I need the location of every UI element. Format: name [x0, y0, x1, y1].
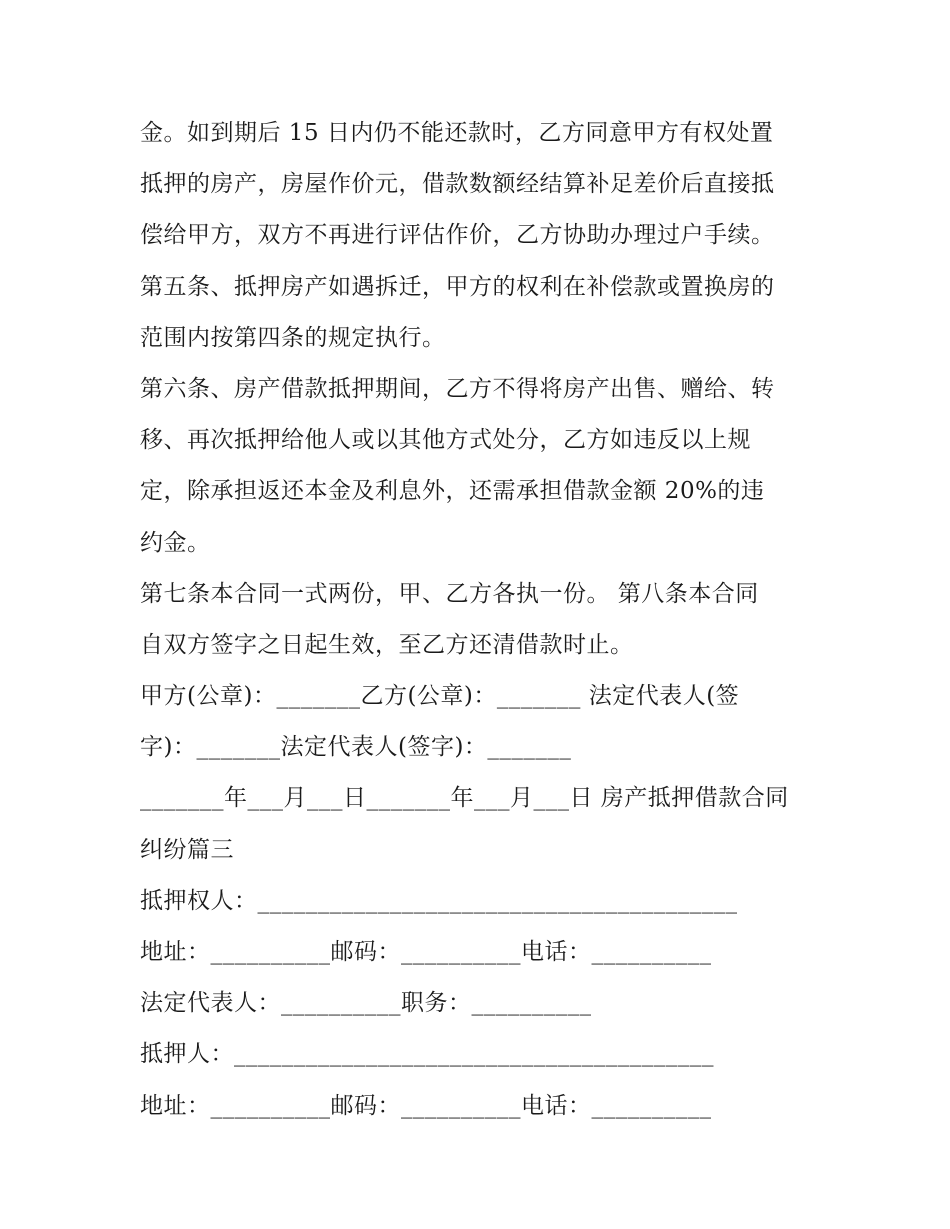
text-line-clause-5: 第五条、抵押房产如遇拆迁，甲方的权利在补偿款或置换房的 — [140, 273, 775, 300]
document-body — [140, 108, 820, 1132]
text-line-clause-6-cont2: 定，除承担返还本金及利息外，还需承担借款金额 20%的违 — [140, 478, 765, 505]
signature-line-representatives: 字)：_______法定代表人(签字)：_______ — [140, 734, 572, 761]
field-legal-representative-row: 法定代表人：__________职务：__________ — [140, 990, 592, 1017]
signature-line-parties: 甲方(公章)：_______乙方(公章)：_______ 法定代表人(签 — [140, 683, 740, 710]
date-line-and-next-title: _______年___月___日_______年___月___日 房产抵押借款合同 — [140, 785, 789, 812]
text-line-clause-4-cont: 抵押的房产，房屋作价元，借款数额经结算补足差价后直接抵 — [140, 171, 775, 198]
field-mortgagor-address-row: 地址：__________邮码：__________电话：__________ — [140, 1092, 712, 1119]
field-mortgagee-address-row: 地址：__________邮码：__________电话：__________ — [140, 939, 712, 965]
text-line-clause-4-end: 金。如到期后 15 日内仍不能还款时，乙方同意甲方有权处置 — [140, 120, 774, 146]
field-mortgagor: 抵押人：________________________________________ — [140, 1041, 714, 1068]
text-line-clause-4-final: 偿给甲方，双方不再进行评估作价，乙方协助办理过户手续。 — [140, 222, 775, 249]
text-line-clause-6-cont: 移、再次抵押给他人或以其他方式处分，乙方如违反以上规 — [140, 427, 751, 454]
text-line-clause-8-cont: 自双方签字之日起生效，至乙方还清借款时止。 — [140, 631, 634, 658]
text-line-clause-6-end: 约金。 — [140, 529, 211, 556]
text-line-clause-5-cont: 范围内按第四条的规定执行。 — [140, 324, 446, 351]
section-title-part-three: 纠纷篇三 — [140, 836, 234, 863]
text-line-clause-6: 第六条、房产借款抵押期间，乙方不得将房产出售、赠给、转 — [140, 375, 775, 402]
field-mortgagee: 抵押权人：________________________________________ — [140, 887, 738, 914]
text-line-clause-7-8: 第七条本合同一式两份，甲、乙方各执一份。 第八条本合同 — [140, 580, 759, 607]
